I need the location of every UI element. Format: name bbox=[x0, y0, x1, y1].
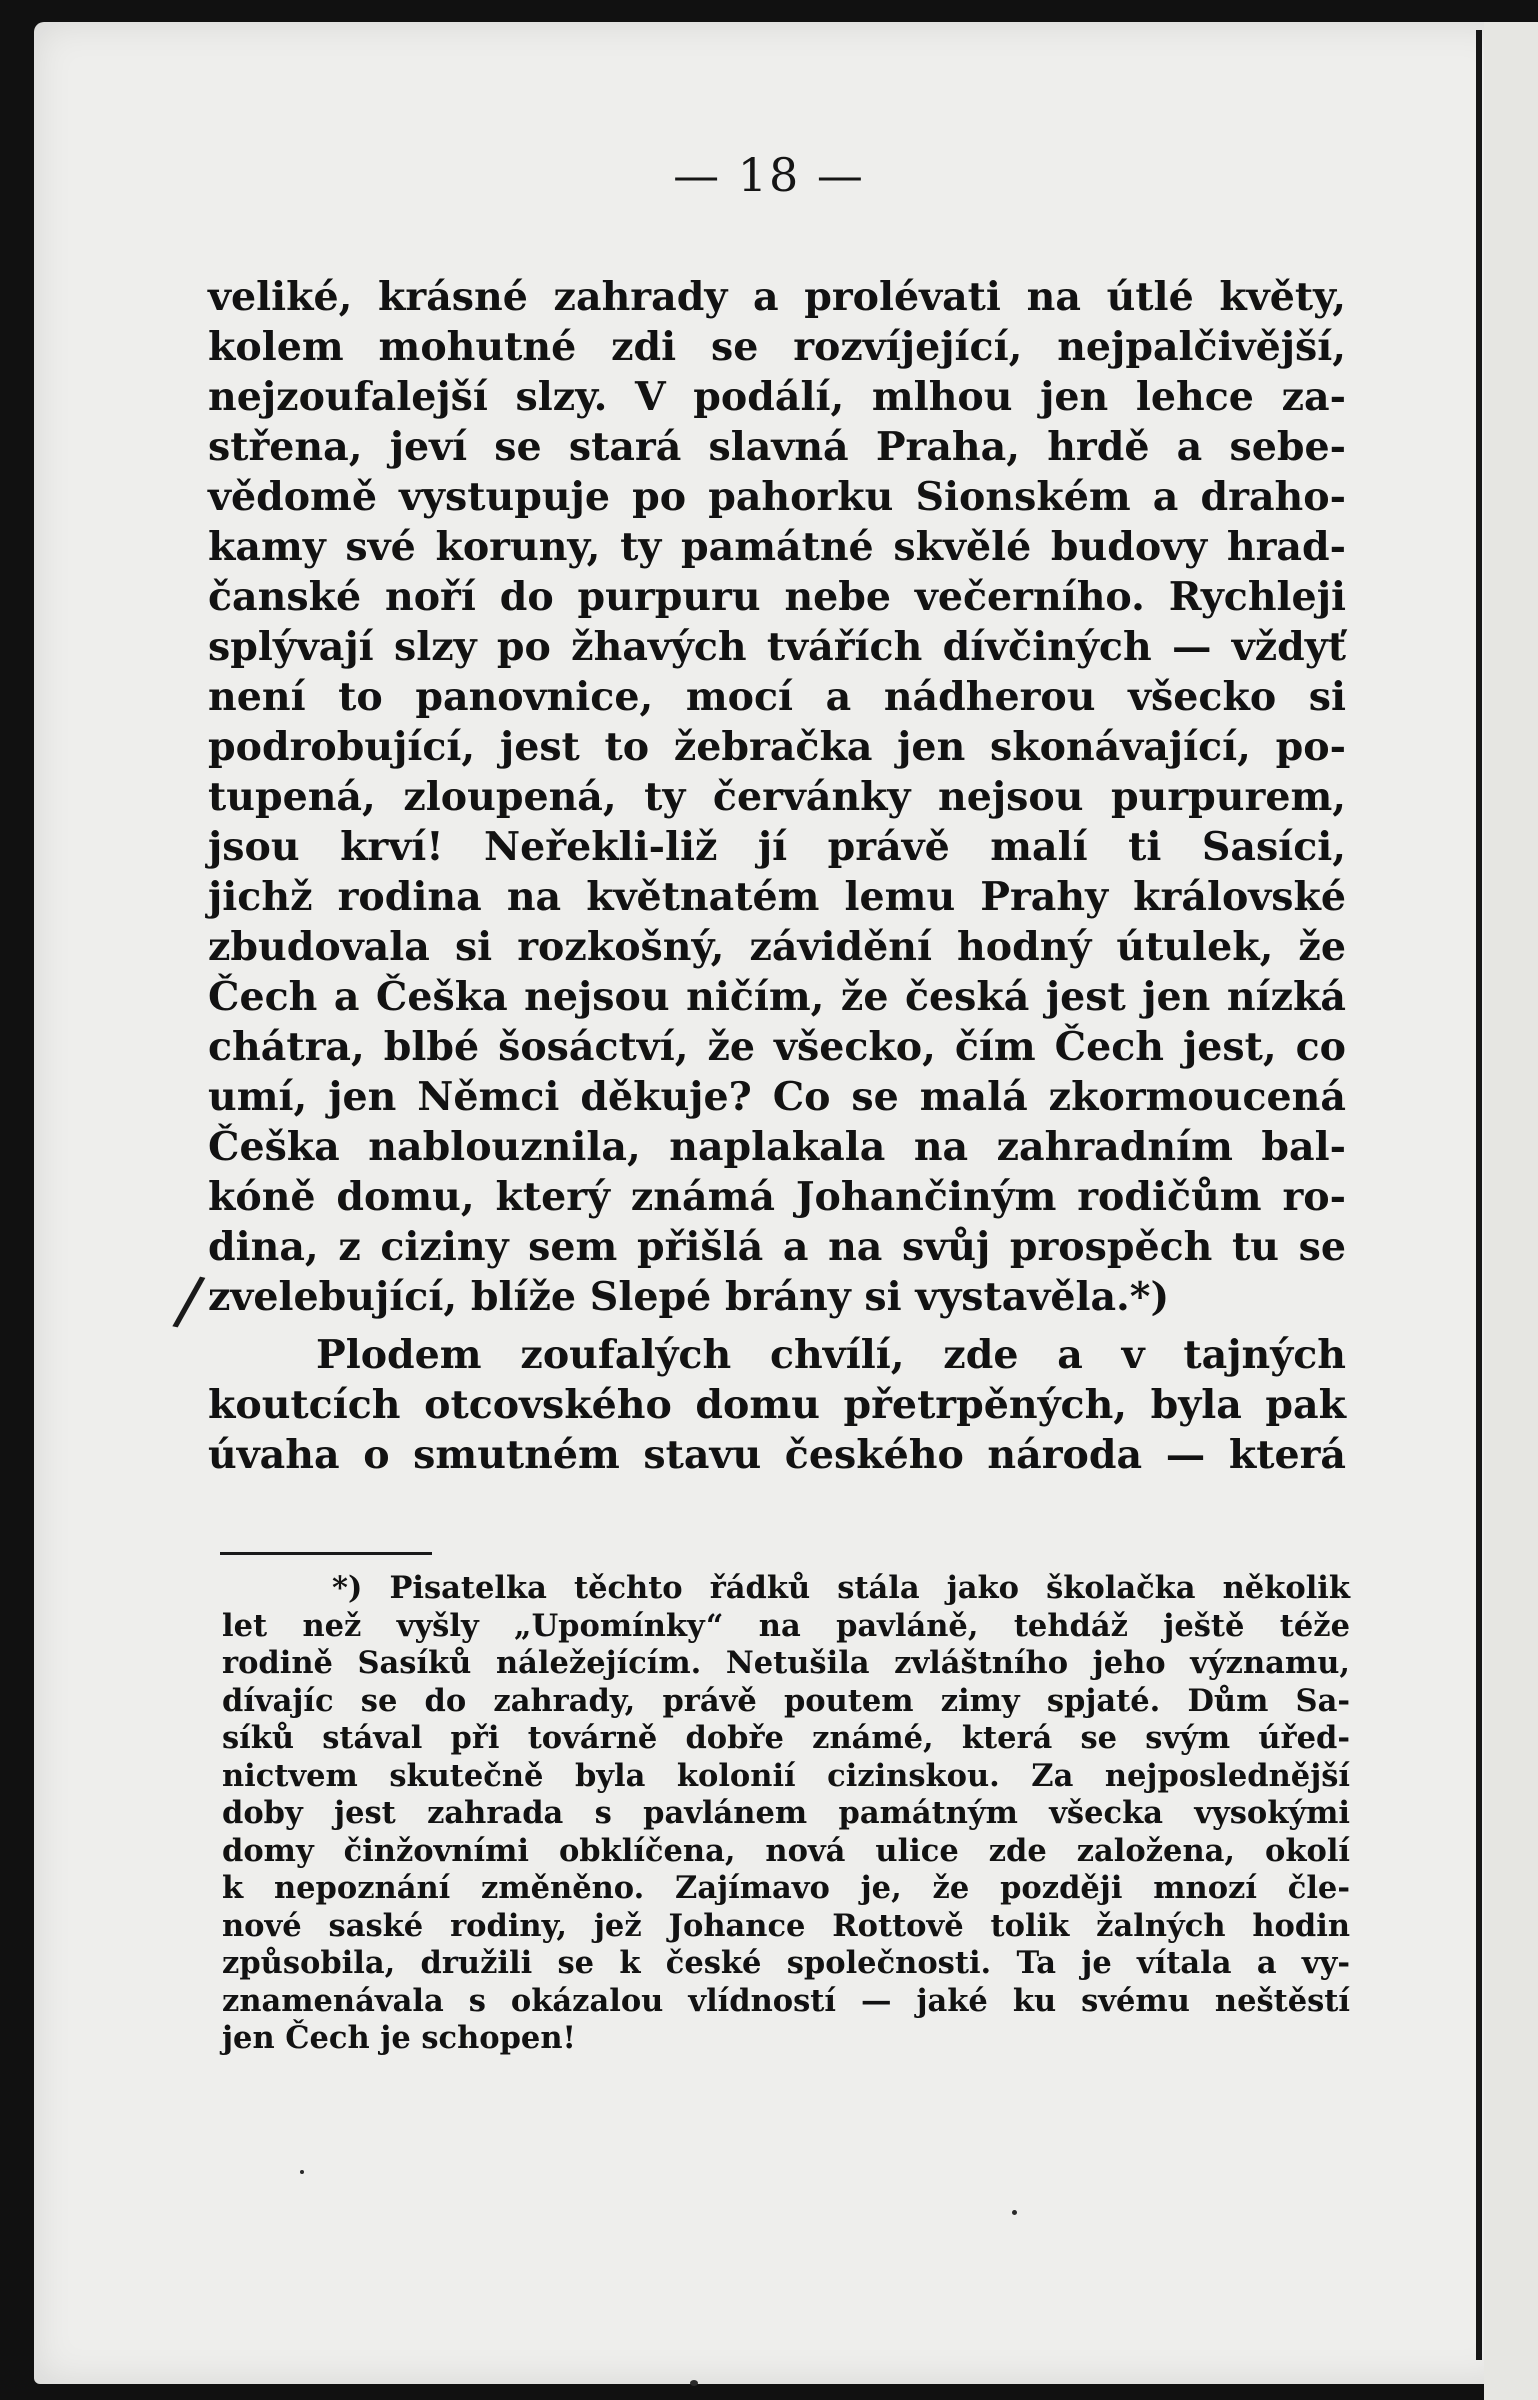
footnote-line: domy činžovními obklíčena, nová ulice zde založena, okolí bbox=[222, 1832, 1350, 1869]
text-line: jichž rodina na květnatém lemu Prahy královské bbox=[208, 874, 1346, 920]
text-line: kóně domu, který známá Johančiným rodičům ro- bbox=[208, 1174, 1346, 1220]
facing-page-edge bbox=[1484, 22, 1538, 2400]
footnote-line: dívajíc se do zahrady, právě poutem zimy spjaté. Dům Sa- bbox=[222, 1682, 1350, 1719]
text-line: tupená, zloupená, ty červánky nejsou purpurem, bbox=[208, 774, 1346, 820]
footnote-line: jen Čech je schopen! bbox=[222, 2020, 576, 2056]
paper-speck bbox=[1012, 2210, 1017, 2215]
text-line: kamy své koruny, ty památné skvělé budovy hrad- bbox=[208, 524, 1346, 570]
footnote-line: *) Pisatelka těchto řádků stála jako školačka několik bbox=[332, 1570, 1350, 1606]
text-line: vědomě vystupuje po pahorku Sionském a draho- bbox=[208, 474, 1346, 520]
footnote-line: nictvem skutečně byla kolonií cizinskou. Za nejposlednější bbox=[222, 1757, 1350, 1794]
paper-speck bbox=[300, 2170, 304, 2174]
text-line: umí, jen Němci děkuje? Co se malá zkormoucená bbox=[208, 1074, 1346, 1120]
footnote bbox=[222, 1570, 1350, 2058]
footnote-line: rodině Sasíků náležejícím. Netušila zvláštního jeho významu, bbox=[222, 1645, 1350, 1681]
text-line: koutcích otcovského domu přetrpěných, byla pak bbox=[208, 1382, 1346, 1428]
text-line: dina, z ciziny sem přišlá a na svůj prospěch tu se bbox=[208, 1224, 1346, 1270]
footnote-line: nové saské rodiny, jež Johance Rottově tolik žalných hodin bbox=[222, 1907, 1350, 1944]
text-line: Češka nablouznila, naplakala na zahradním bal- bbox=[208, 1124, 1346, 1170]
footnote-line: let než vyšly „Upomínky“ na pavláně, tehdáž ještě téže bbox=[222, 1607, 1350, 1644]
margin-pencil-mark: / bbox=[170, 1260, 209, 1341]
main-text bbox=[208, 272, 1346, 1480]
paragraph-gap bbox=[208, 1322, 1346, 1330]
footnote-divider bbox=[220, 1552, 432, 1555]
footnote-line: znamenávala s okázalou vlídností — jaké ku svému neštěstí bbox=[222, 1982, 1350, 2019]
text-line: nejzoufalejší slzy. V podálí, mlhou jen lehce za- bbox=[208, 374, 1346, 420]
text-line: chátra, blbé šosáctví, že všecko, čím Čech jest, co bbox=[208, 1024, 1346, 1070]
text-line: splývají slzy po žhavých tvářích dívčiných — vždyť bbox=[208, 624, 1346, 670]
page-number: — 18 — bbox=[673, 148, 865, 202]
text-line: čanské noří do purpuru nebe večerního. Rychleji bbox=[208, 574, 1346, 620]
text-line: kolem mohutné zdi se rozvíjející, nejpalčivější, bbox=[208, 324, 1346, 370]
footnote-line: síků stával při továrně dobře známé, která se svým úřed- bbox=[222, 1720, 1350, 1756]
text-line: podrobující, jest to žebračka jen skonávající, po- bbox=[208, 724, 1346, 770]
paper-speck bbox=[690, 2380, 698, 2386]
text-line: zvelebující, blíže Slepé brány si vystavěla.*) bbox=[208, 1274, 1170, 1320]
text-line: úvaha o smutném stavu českého národa — která bbox=[208, 1432, 1346, 1478]
text-line: jsou krví! Neřekli-liž jí právě malí ti Sasíci, bbox=[208, 824, 1346, 870]
footnote-line: k nepoznání změněno. Zajímavo je, že později mnozí čle- bbox=[222, 1870, 1350, 1906]
text-line: střena, jeví se stará slavná Praha, hrdě a sebe- bbox=[208, 424, 1346, 470]
text-line: veliké, krásné zahrady a prolévati na útlé květy, bbox=[208, 274, 1346, 320]
text-line: zbudovala si rozkošný, závidění hodný útulek, že bbox=[208, 924, 1346, 970]
footnote-line: doby jest zahrada s pavlánem památným všecka vysokými bbox=[222, 1795, 1350, 1831]
footnote-line: způsobila, družili se k české společnosti. Ta je vítala a vy- bbox=[222, 1945, 1350, 1981]
text-line: Plodem zoufalých chvílí, zde a v tajných bbox=[316, 1332, 1346, 1378]
page-binding-edge bbox=[1476, 30, 1482, 2360]
text-line: není to panovnice, mocí a nádherou všecko si bbox=[208, 674, 1346, 720]
text-line: Čech a Češka nejsou ničím, že česká jest jen nízká bbox=[208, 974, 1346, 1020]
